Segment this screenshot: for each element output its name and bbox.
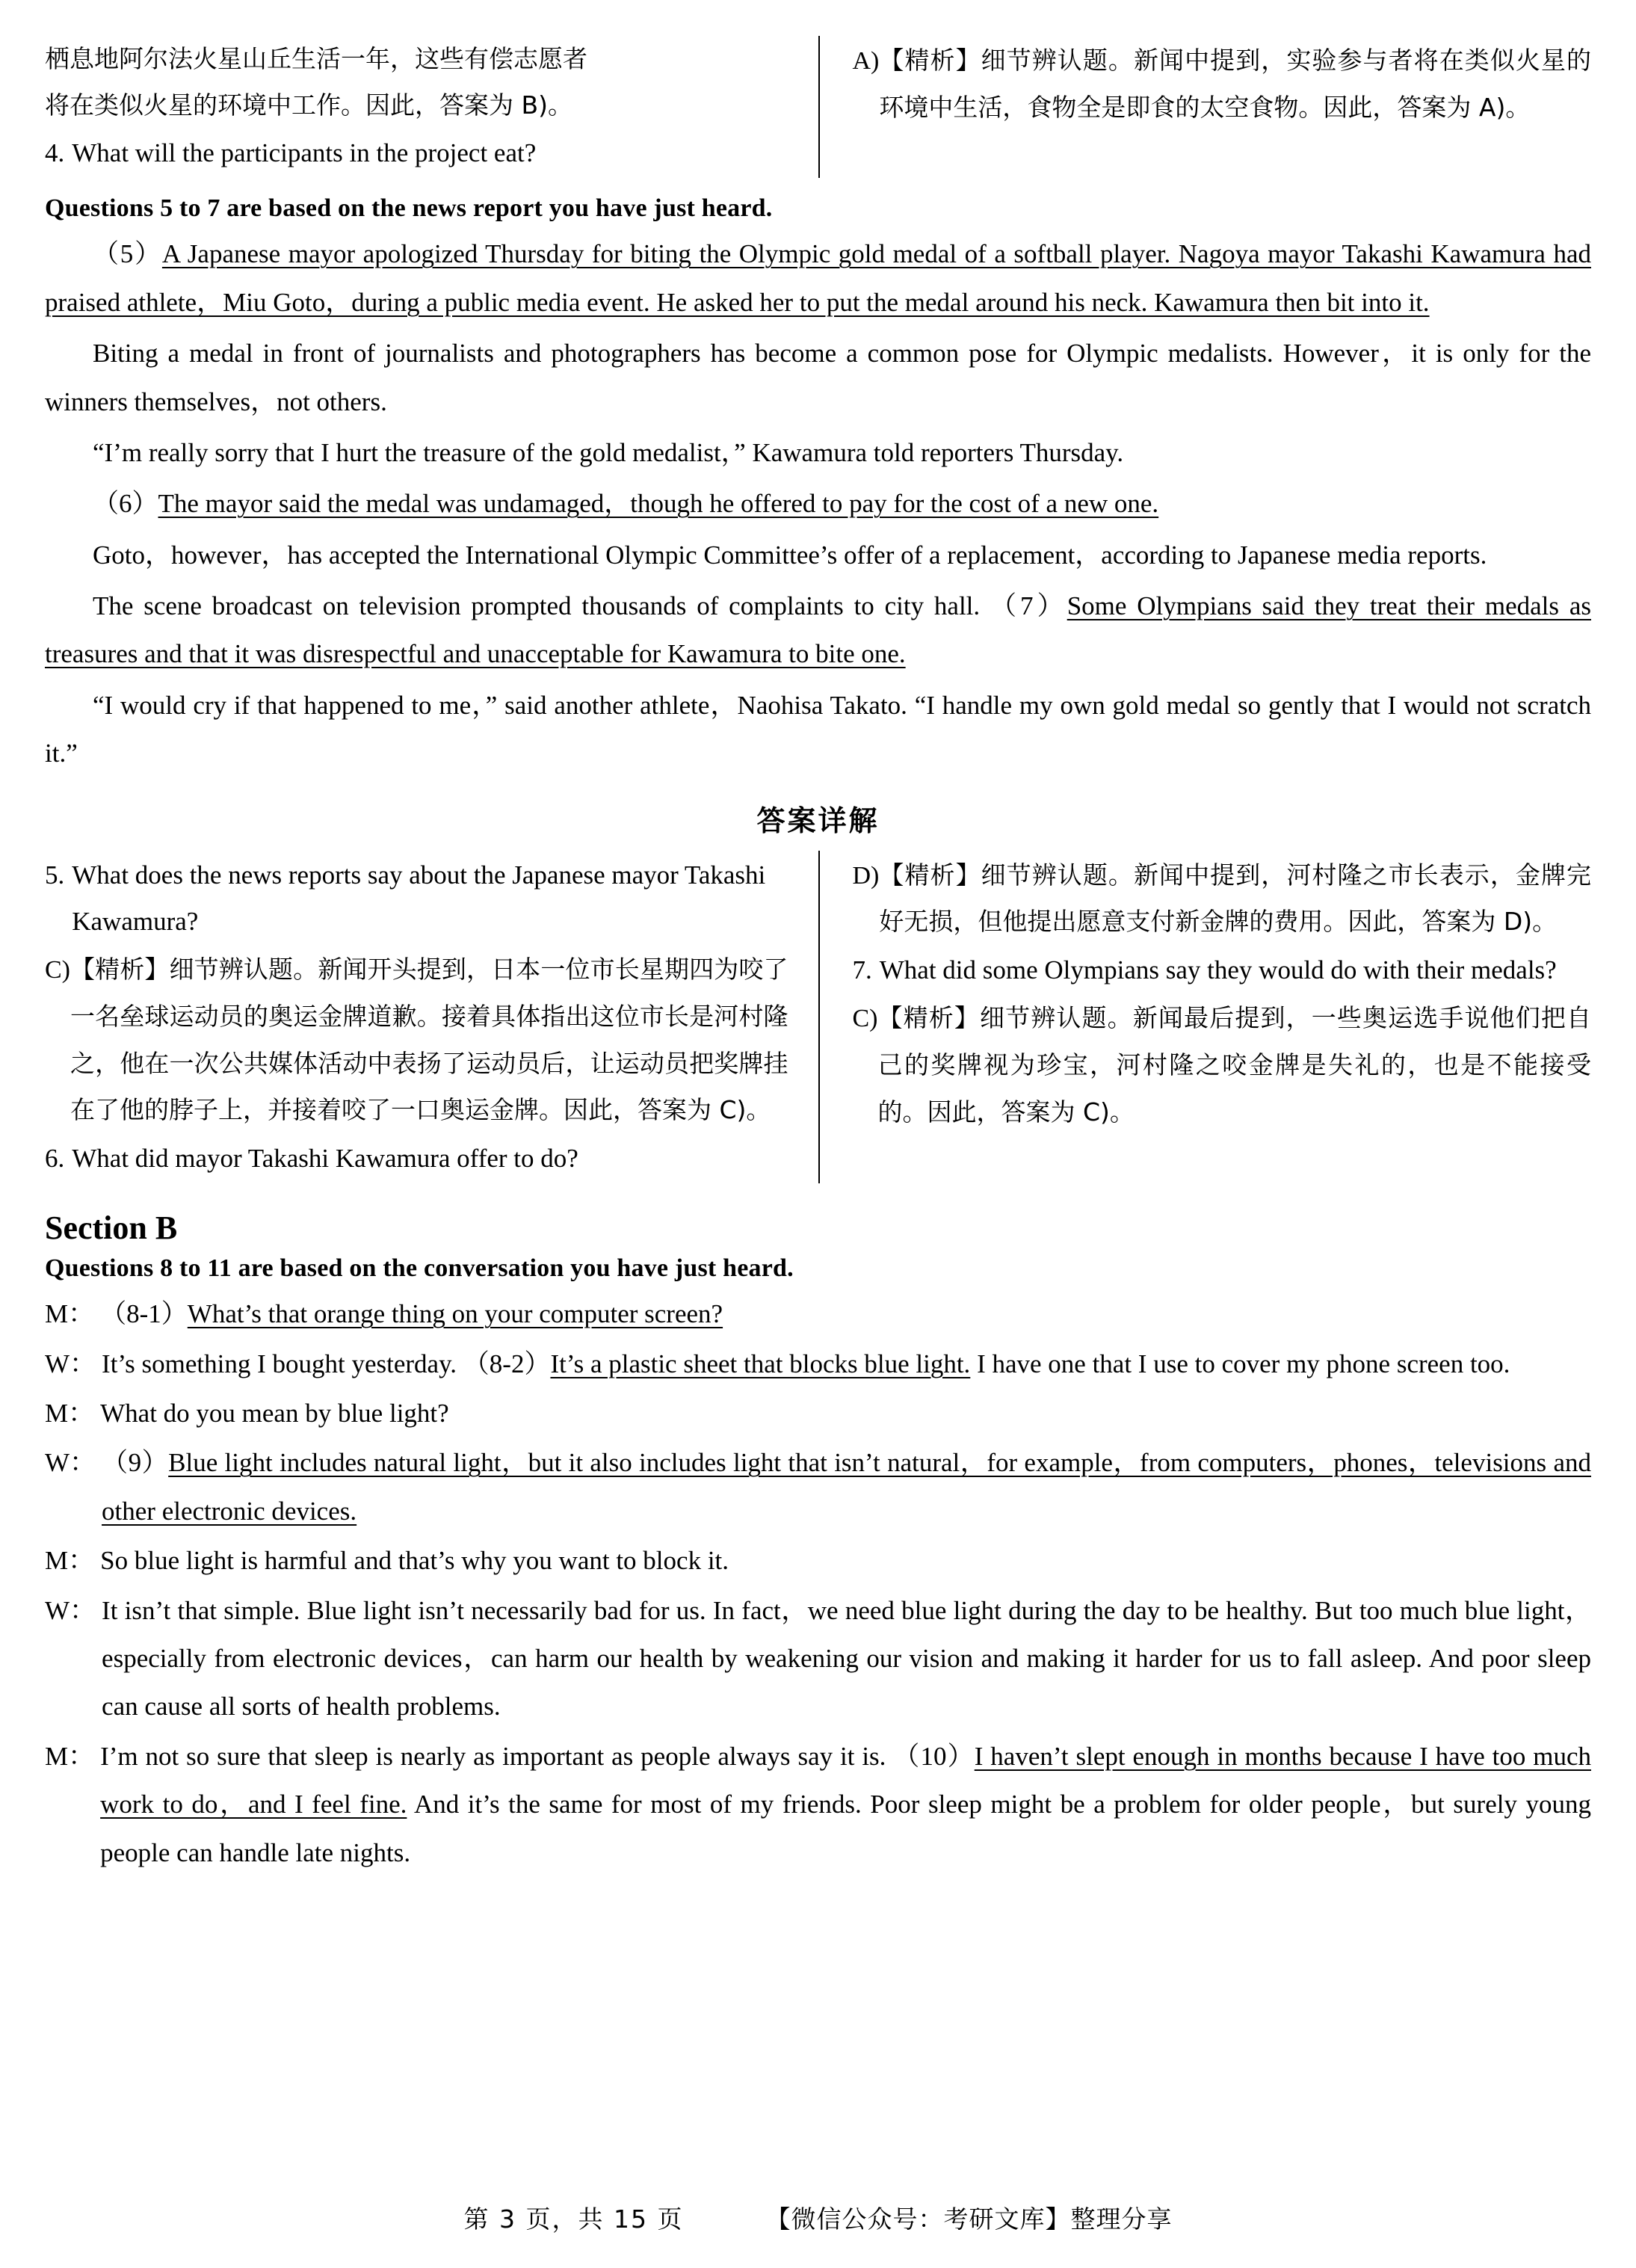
text-segment: It isn’t that simple. Blue light isn’t necessarily bad for us. In fact，we need blue light during the day to be healthy. But too much blue light，especially from electronic devices，can harm our health by weakening our vision and making it harder for us to fall asleep. And poor sleep can cause all sorts of health problems. [102,1595,1591,1722]
text-segment: So blue light is harmful and that’s why you want to block it. [100,1546,729,1576]
text-segment: “I’m really sorry that I hurt the treasure of the gold medalist，” Kawamura told reporters Thursday. [93,437,1124,467]
dialogue-turn [45,1537,1591,1585]
question-6-number: 6. [45,1144,65,1173]
news-paragraph [45,429,1591,477]
page-number: 第 3 页，共 15 页 [463,2204,684,2234]
dialogue-turn [45,1587,1591,1731]
news-paragraph [45,531,1591,579]
answer-5-explanation: 【精析】细节辨认题。新闻开头提到，日本一位市长星期四为咬了一名垒球运动员的奥运金牌道歉。接着具体指出这位市长是河村隆之，他在一次公共媒体活动中表扬了运动员后，让运动员把奖牌挂在了他的脖子上，并接着咬了一口奥运金牌。因此，答案为 C)。 [70,955,788,1125]
question-6 [45,1135,788,1182]
text-segment: And it’s the same for most of my friends. Poor sleep might be a problem for older people，but surely young people can handle late nights. [100,1790,1591,1867]
question-5 [45,852,788,946]
question-4 [45,130,788,176]
news-report-heading: Questions 5 to 7 are based on the news report you have just heard. [45,194,773,223]
dialogue-speaker: M： [45,1299,95,1329]
question-4-number: 4. [45,138,65,168]
text-segment: I’m not so sure that sleep is nearly as important as people always say it is. （10） [100,1741,975,1771]
question-4-text: What will the participants in the project eat? [72,138,537,168]
news-report-body [45,230,1591,777]
underlined-segment: The mayor said the medal was undamaged，though he offered to pay for the cost of a new one. [158,489,1159,519]
news-paragraph [45,582,1591,679]
answer-4-explanation: 【精析】细节辨认题。新闻中提到，实验参与者将在类似火星的环境中生活，食物全是即食的太空食物。因此，答案为 A)。 [879,46,1591,122]
text-segment: The scene broadcast on television prompted thousands of complaints to city hall. （7） [93,591,1067,621]
underlined-segment: Blue light includes natural light，but it also includes light that isn’t natural，for example，from computers，phones，televisions and other electronic devices. [102,1448,1591,1526]
news-paragraph [45,480,1591,528]
news-paragraph [45,682,1591,778]
dialogue-text [102,1439,1591,1535]
text-segment: I have one that I use to cover my phone screen too. [970,1349,1510,1378]
answer-5 [45,946,788,1134]
dialogue-turn [45,1290,1591,1338]
conversation-body [45,1290,1591,1877]
dialogue-speaker: M： [45,1741,95,1771]
dialogue-text [100,1290,1591,1338]
underlined-segment: Some Olympians said they treat their medals as treasures and that it was disrespectful and unacceptable for Kawamura to bite one. [45,591,1591,669]
section-b-heading: Questions 8 to 11 are based on the conversation you have just heard. [45,1254,794,1283]
dialogue-text [100,1390,1591,1437]
question-5-number: 5. [45,860,65,890]
answer-left-column [45,851,818,1184]
question-6-text: What did mayor Takashi Kawamura offer to do? [72,1144,578,1173]
text-segment: Biting a medal in front of journalists and photographers has become a common pose for Olympic medalists. However，it is only for the winners themselves，not others. [45,339,1591,416]
news-paragraph [45,230,1591,327]
dialogue-turn [45,1439,1591,1535]
dialogue-speaker: W： [45,1349,96,1378]
answer-7-choice: C) [852,1005,878,1033]
share-credit: 【微信公众号：考研文库】整理分享 [765,2204,1173,2234]
question-7-number: 7. [852,955,872,985]
underlined-segment: What’s that orange thing on your computer screen? [187,1299,723,1329]
top-explanation-block [45,36,1591,178]
dialogue-speaker: W： [45,1448,96,1478]
answer-4 [853,37,1592,131]
dialogue-speaker: M： [45,1546,95,1576]
dialogue-text [100,1733,1591,1877]
text-segment: It’s something I bought yesterday. （8-2） [102,1349,551,1378]
question-5-text: What does the news reports say about the Japanese mayor Takashi Kawamura? [72,860,766,936]
answer-5-choice: C) [45,956,70,984]
answer-4-choice: A) [852,47,880,75]
news-paragraph [45,330,1591,426]
answer-7-explanation: 【精析】细节辨认题。新闻最后提到，一些奥运选手说他们把自己的奖牌视为珍宝，河村隆之咬金牌是失礼的，也是不能接受的。因此，答案为 C)。 [877,1003,1591,1127]
answer-6-choice: D) [852,861,880,890]
underlined-segment: I haven’t slept enough in months because I have too much work to do，and I feel fine. [100,1741,1591,1819]
top-right-column [818,36,1592,178]
dialogue-text [102,1340,1591,1388]
text-segment: （9） [102,1448,169,1478]
dialogue-speaker: W： [45,1595,96,1625]
underlined-segment: It’s a plastic sheet that blocks blue light. [550,1349,971,1378]
text-segment: What do you mean by blue light? [100,1399,449,1429]
question-7 [853,947,1592,993]
answer-explanation-block [45,851,1591,1184]
answer-6 [853,852,1592,946]
text-segment: （8-1） [100,1299,188,1329]
top-left-column [45,36,818,178]
dialogue-text [102,1587,1591,1731]
dialogue-turn [45,1390,1591,1437]
text-segment: （6） [93,489,158,519]
dialogue-text [100,1537,1591,1585]
dialogue-turn [45,1340,1591,1388]
page-footer [0,2200,1636,2235]
top-left-cn-line2: 将在类似火星的环境中工作。因此，答案为 B)。 [45,90,573,120]
answer-6-explanation: 【精析】细节辨认题。新闻中提到，河村隆之市长表示，金牌完好无损，但他提出愿意支付新金牌的费用。因此，答案为 D)。 [879,860,1591,937]
text-segment: “I would cry if that happened to me，” said another athlete，Naohisa Takato. “I handle my own gold medal so gently that I would not scratch it.” [45,690,1591,768]
answer-detail-title: 答案详解 [756,804,880,837]
underlined-segment: A Japanese mayor apologized Thursday for biting the Olympic gold medal of a softball player. Nagoya mayor Takashi Kawamura had praised athlete，Miu Goto，during a public media event. He asked her to put the medal around his neck. Kawamura then bit into it. [45,239,1591,317]
text-segment: （5） [93,239,162,269]
top-left-cn-line1: 栖息地阿尔法火星山丘生活一年，这些有偿志愿者 [45,44,587,73]
dialogue-turn [45,1733,1591,1877]
question-7-text: What did some Olympians say they would do with their medals? [879,955,1557,985]
text-segment: Goto，however，has accepted the International Olympic Committee’s offer of a replacement，according to Japanese media reports. [93,540,1487,570]
answer-right-column [818,851,1592,1184]
section-b-title: Section B [45,1210,178,1247]
answer-7 [853,995,1592,1135]
dialogue-speaker: M： [45,1399,95,1429]
